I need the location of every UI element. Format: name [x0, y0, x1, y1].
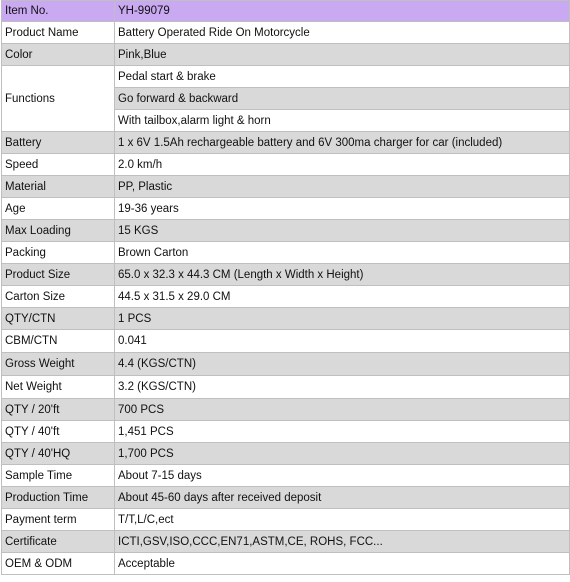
table-row	[2, 553, 570, 575]
row-value: 700 PCS	[115, 399, 570, 421]
row-label: Production Time	[2, 487, 115, 509]
row-label: QTY / 40'ft	[2, 421, 115, 443]
spec-table	[1, 0, 570, 575]
row-value: ICTI,GSV,ISO,CCC,EN71,ASTM,CE, ROHS, FCC...	[115, 531, 570, 553]
table-row	[2, 376, 570, 399]
table-row	[2, 487, 570, 509]
row-value: 65.0 x 32.3 x 44.3 CM (Length x Width x Height)	[115, 264, 570, 286]
row-label: Speed	[2, 154, 115, 176]
row-value: 1 x 6V 1.5Ah rechargeable battery and 6V 300ma charger for car (included)	[115, 132, 570, 154]
functions-row	[2, 66, 570, 88]
item-no-label: Item No.	[2, 1, 115, 22]
row-value: 19-36 years	[115, 198, 570, 220]
table-row	[2, 44, 570, 66]
row-value: 44.5 x 31.5 x 29.0 CM	[115, 286, 570, 308]
row-value: 2.0 km/h	[115, 154, 570, 176]
row-label: QTY / 20'ft	[2, 399, 115, 421]
function-item: Go forward & backward	[115, 88, 570, 110]
row-value: 3.2 (KGS/CTN)	[115, 376, 570, 399]
row-label: Sample Time	[2, 465, 115, 487]
row-value: 0.041	[115, 330, 570, 353]
table-row	[2, 443, 570, 465]
row-label: Battery	[2, 132, 115, 154]
row-value: Brown Carton	[115, 242, 570, 264]
table-row	[2, 353, 570, 376]
row-value: 15 KGS	[115, 220, 570, 242]
row-label: CBM/CTN	[2, 330, 115, 353]
row-label: QTY / 40'HQ	[2, 443, 115, 465]
table-row	[2, 22, 570, 44]
table-row	[2, 264, 570, 286]
table-row	[2, 242, 570, 264]
table-row	[2, 220, 570, 242]
row-value: 1,700 PCS	[115, 443, 570, 465]
table-row	[2, 531, 570, 553]
functions-label: Functions	[2, 66, 115, 132]
row-value: 1 PCS	[115, 308, 570, 330]
row-label: Material	[2, 176, 115, 198]
row-value: Battery Operated Ride On Motorcycle	[115, 22, 570, 44]
row-label: Color	[2, 44, 115, 66]
row-label: OEM & ODM	[2, 553, 115, 575]
row-value: PP, Plastic	[115, 176, 570, 198]
function-item: With tailbox,alarm light & horn	[115, 110, 570, 132]
table-row	[2, 330, 570, 353]
row-label: Product Size	[2, 264, 115, 286]
row-value: Pink,Blue	[115, 44, 570, 66]
table-row	[2, 421, 570, 443]
row-value: Acceptable	[115, 553, 570, 575]
table-row	[2, 198, 570, 220]
row-label: Net Weight	[2, 376, 115, 399]
table-row	[2, 132, 570, 154]
row-label: Max Loading	[2, 220, 115, 242]
table-row	[2, 399, 570, 421]
row-label: Certificate	[2, 531, 115, 553]
row-value: T/T,L/C,ect	[115, 509, 570, 531]
table-row	[2, 176, 570, 198]
row-label: Age	[2, 198, 115, 220]
row-label: QTY/CTN	[2, 308, 115, 330]
table-header-row	[2, 1, 570, 22]
table-row	[2, 509, 570, 531]
row-label: Payment term	[2, 509, 115, 531]
row-value: About 45-60 days after received deposit	[115, 487, 570, 509]
function-item: Pedal start & brake	[115, 66, 570, 88]
table-row	[2, 154, 570, 176]
row-label: Product Name	[2, 22, 115, 44]
row-label: Packing	[2, 242, 115, 264]
row-value: 4.4 (KGS/CTN)	[115, 353, 570, 376]
row-value: 1,451 PCS	[115, 421, 570, 443]
table-row	[2, 308, 570, 330]
item-no-value: YH-99079	[115, 1, 570, 22]
row-label: Carton Size	[2, 286, 115, 308]
row-value: About 7-15 days	[115, 465, 570, 487]
table-row	[2, 465, 570, 487]
row-label: Gross Weight	[2, 353, 115, 376]
table-row	[2, 286, 570, 308]
